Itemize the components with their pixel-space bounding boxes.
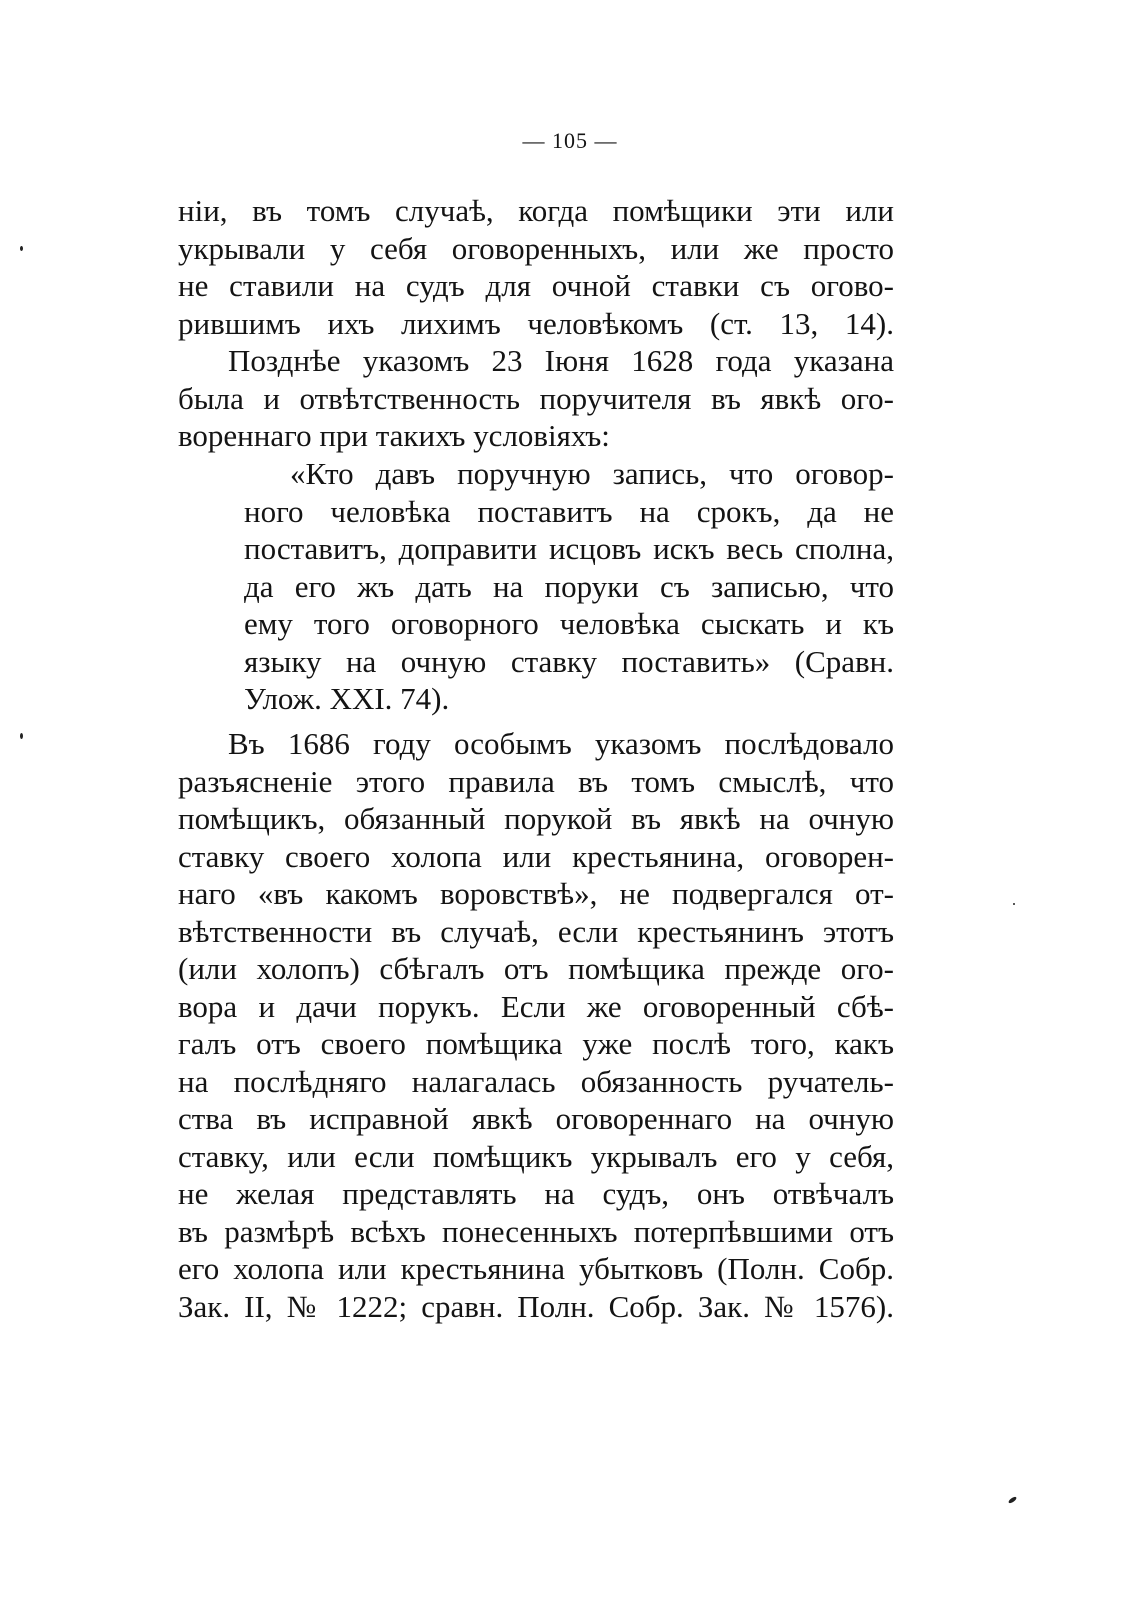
- paragraph-1: [178, 192, 894, 342]
- text-line: вореннаго при такихъ условiяхъ:: [178, 418, 610, 453]
- text-line: его холопа или крестьянина убытковъ (Полн. Собр.: [178, 1251, 894, 1286]
- paragraph-3: [178, 725, 894, 1325]
- scan-speck: [20, 246, 23, 251]
- text-line: галъ отъ своего помѣщика уже послѣ того, какъ: [178, 1026, 894, 1061]
- quote-line: Улож. XXI. 74).: [244, 681, 450, 716]
- scan-speck: [20, 733, 23, 739]
- text-line: не ставили на судъ для очной ставки съ огово-: [178, 268, 894, 303]
- quote-line: ему того оговорного человѣка сыскать и къ: [244, 606, 894, 641]
- quote-line: языку на очную ставку поставить» (Сравн.: [244, 643, 894, 679]
- quote-line: поставитъ, доправити исцовъ искъ весь сполна,: [244, 531, 894, 566]
- text-line: нiи, въ томъ случаѣ, когда помѣщики эти или: [178, 193, 894, 228]
- text-line: Въ 1686 году особымъ указомъ послѣдовало: [228, 726, 894, 761]
- text-line: Позднѣе указомъ 23 Iюня 1628 года указана: [228, 343, 894, 378]
- text-line: (или холопъ) сбѣгалъ отъ помѣщика прежде ого-: [178, 951, 894, 986]
- text-line: рившимъ ихъ лихимъ человѣкомъ (ст. 13, 14).: [178, 305, 894, 341]
- text-line: ставку своего холопа или крестьянина, оговорен-: [178, 838, 894, 874]
- text-line: ставку, или если помѣщикъ укрывалъ его у себя,: [178, 1138, 894, 1174]
- text-line: на послѣдняго налагалась обязанность ручатель-: [178, 1063, 894, 1099]
- text-line: не желая представлять на судъ, онъ отвѣчалъ: [178, 1176, 894, 1211]
- legal-quote: [244, 455, 894, 718]
- paragraph-2: [178, 342, 894, 455]
- text-line: Зак. II, № 1222; сравн. Полн. Собр. Зак. № 1576).: [178, 1288, 894, 1324]
- text-line: разъясненiе этого правила въ томъ смыслѣ, что: [178, 763, 894, 799]
- page-number: — 105 —: [522, 128, 618, 153]
- text-line: вора и дачи порукъ. Если же оговоренный сбѣ-: [178, 988, 894, 1024]
- quote-line: «Кто давъ поручную запись, что оговор-: [290, 456, 894, 491]
- text-line: въ размѣрѣ всѣхъ понесенныхъ потерпѣвшими отъ: [178, 1213, 894, 1249]
- scan-speck: [1013, 903, 1015, 905]
- text-line: ства въ исправной явкѣ оговореннаго на очную: [178, 1101, 894, 1136]
- text-line: была и отвѣтственность поручителя въ явкѣ ого-: [178, 380, 894, 416]
- quote-line: да его жъ дать на поруки съ записью, что: [244, 568, 894, 604]
- text-line: помѣщикъ, обязанный порукой въ явкѣ на очную: [178, 801, 894, 836]
- text-line: укрывали у себя оговоренныхъ, или же просто: [178, 230, 894, 266]
- quote-line: ного человѣка поставитъ на срокъ, да не: [244, 493, 894, 529]
- text-line: наго «въ какомъ воровствѣ», не подвергался от-: [178, 876, 894, 911]
- text-line: вѣтственности въ случаѣ, если крестьянинъ этотъ: [178, 913, 894, 949]
- scan-speck: [1008, 1496, 1018, 1504]
